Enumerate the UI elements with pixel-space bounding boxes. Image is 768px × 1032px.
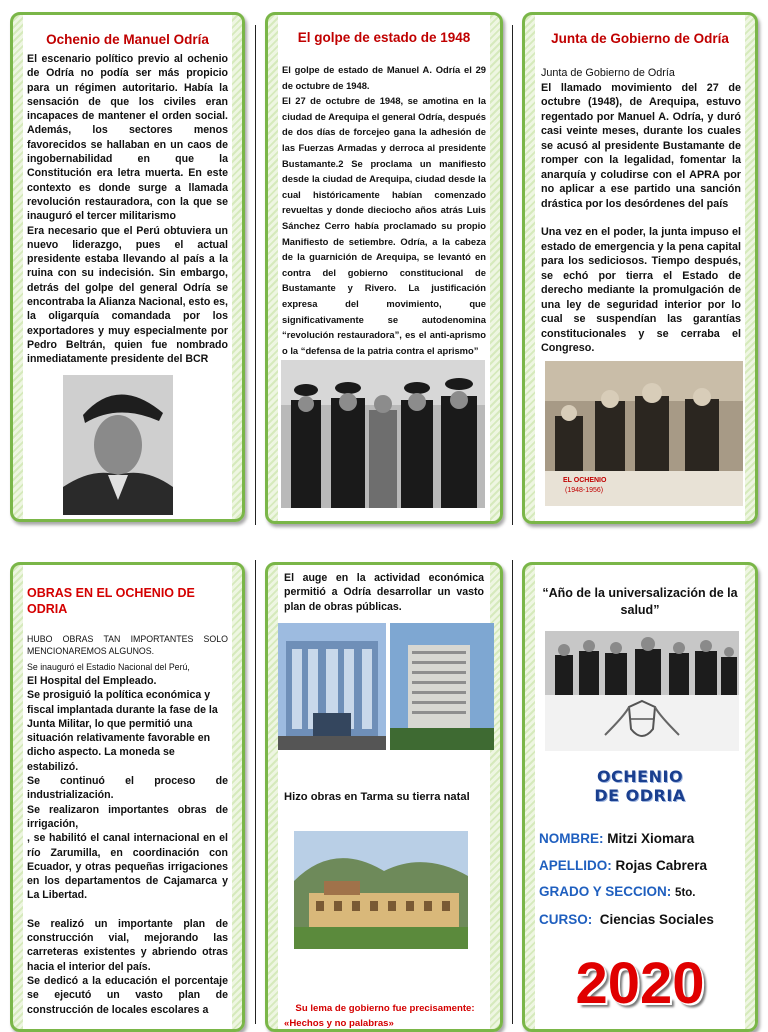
panel-title: OBRAS EN EL OCHENIO DE ODRIA — [27, 586, 195, 616]
motto-line-2: «Hechos y no palabras» — [284, 1018, 394, 1029]
panel-inner — [278, 15, 490, 521]
panel-golpe — [265, 12, 503, 524]
info-label: CURSO: — [539, 911, 593, 927]
hospital-building-photo — [278, 623, 386, 750]
panel-inner — [23, 565, 232, 1029]
info-row-grado — [539, 879, 714, 907]
paragraph: Se prosiguió la política económica y fiscal implantada durante la fase de la Junta Militar, lo que permitió una situación relativamente favorable en dicho aspecto. La moneda se estabilizó. — [27, 689, 218, 773]
panel-inner — [535, 565, 745, 1029]
motto-line-1: Su lema de gobierno fue precisamente: — [295, 1003, 475, 1014]
paragraph: Era necesario que el Perú obtuviera un nuevo liderazgo, pues el actual presidente estaba llevando al país a la ruina con su indecisión. Sin embargo, detrás del golpe del general Odría se encontraba la Alianza Nacional, esto es, la oligarquía comandada por los exportadores y muy especialmente por Pedro Beltrán, quien fue nombrado inmediatamente presidente del BCR — [27, 224, 228, 366]
info-value: Rojas Cabrera — [615, 857, 708, 873]
info-value: Mitzi Xiomara — [607, 831, 695, 846]
logo-line: DE ODRIA — [594, 786, 686, 805]
info-value: Ciencias Sociales — [599, 911, 714, 927]
panel-inner — [535, 15, 745, 521]
intro-text: El auge en la actividad económica permitió a Odría desarrollar un vasto plan de obras públicas. — [284, 572, 484, 613]
student-info — [539, 826, 714, 933]
info-label: NOMBRE: — [539, 831, 604, 846]
info-value: 5to. — [675, 887, 696, 899]
column-divider-2 — [512, 25, 513, 525]
column-divider-3 — [255, 560, 256, 1024]
paragraph: Se continuó el proceso de industrialización. — [27, 775, 228, 802]
info-label: GRADO Y SECCION: — [539, 884, 672, 899]
paragraph: Se realizaron importantes obras de irrigación, — [27, 803, 228, 830]
photo-years: (1948-1956) — [565, 487, 604, 494]
panel-title: Junta de Gobierno de Odría — [551, 31, 729, 46]
paragraph: , se habilitó el canal internacional en el río Zarumilla, en coordinación con Ecuador, y otras pequeñas irrigaciones en los departamentos de Cajamarca y La Libertad. — [27, 832, 228, 902]
column-divider-1 — [255, 25, 256, 525]
tarma-text: Hizo obras en Tarma su tierra natal — [284, 791, 470, 803]
military-group-photo — [281, 360, 485, 508]
tower-building-photo — [390, 623, 494, 750]
info-row-nombre — [539, 826, 714, 853]
paragraph: El escenario político previo al ochenio de Odría no podía ser más propicio para un régimen autoritario. Había la sensación de que los civiles eran incapaces de mantener el orden social. Además, los sectores menos favorecidos se hallaban en un caos de ingobernabilidad en que la Constitución era letra muerta. En este contexto es donde surge a llamada revolución restauradora, con la que se inauguró el tercer militarismo — [27, 53, 228, 223]
info-row-curso — [539, 907, 714, 934]
year-big: 2020 — [575, 951, 705, 1016]
paragraph: El 27 de octubre de 1948, se amotina en la ciudad de Arequipa el general Odría, después de dos días de forcejeo gana la adhesión de las Fuerzas Armadas y derroca al presidente Bustamante.2 Se proclama un manifiesto desde la ciudad de Arequipa, ciudad desde la cual históricamente habían comenzado revueltas y donde dieciocho años atrás Luis Sánchez Cerro había proclamado su propio Manifiesto de setiembre. Odría, a la cabeza de la guarnición de Arequipa, se levantó en contra del gobierno constitucional de Bustamante y Rivero. La justificación expresa del movimiento, que significativamente se autodenomina “revolución restauradora”, es el anti-aprismo o la “defensa de la patria contra el aprismo” — [282, 95, 486, 356]
odria-portrait-photo — [63, 375, 173, 515]
paragraph: Junta de Gobierno de Odría — [541, 67, 675, 79]
panel-inner — [23, 15, 232, 519]
year-motto: “Año de la universalización de la salud” — [542, 586, 738, 617]
small-line: HUBO OBRAS TAN IMPORTANTES SOLO MENCIONAREMOS ALGUNOS. — [27, 634, 228, 656]
tarma-building-photo — [294, 831, 468, 949]
column-divider-4 — [512, 560, 513, 1024]
banquet-photo — [545, 361, 743, 506]
ochenio-logo — [535, 767, 745, 805]
panel-title: Ochenio de Manuel Odría — [46, 32, 209, 47]
panel-inner — [278, 565, 490, 1029]
paragraph: El Hospital del Empleado. — [27, 675, 157, 687]
panel-ochenio — [10, 12, 245, 522]
small-line: Se inauguró el Estadio Nacional del Perú, — [27, 662, 190, 672]
panel-title: El golpe de estado de 1948 — [297, 30, 471, 45]
panel-portada — [522, 562, 758, 1032]
paragraph: Se realizó un importante plan de construcción vial, mejorando las carreteras existentes y abriendo otras hacia el interior del país. — [27, 917, 228, 973]
panel-obras — [10, 562, 245, 1032]
panel-text — [27, 52, 228, 367]
logo-line: OCHENIO — [596, 767, 684, 786]
panel-auge — [265, 562, 503, 1032]
panel-text — [541, 66, 741, 356]
paragraph: Se dedicó a la educación el porcentaje se ejecutó un vasto plan de construcción de locales escolares a — [27, 974, 228, 1016]
paragraph: El llamado movimiento del 27 de octubre (1948), de Arequipa, estuvo regentado por Manuel A. Odría, y duró casi veinte meses, durante los cuales se acusó al presidente Bustamante de romper con la legalidad, fomentar la anarquía y coludirse con el APRA por no aplicar a ese partido una sanción drástica por los desórdenes del país — [541, 81, 741, 210]
info-label: APELLIDO: — [539, 857, 612, 873]
panel-junta — [522, 12, 758, 524]
info-row-apellido — [539, 853, 714, 880]
panel-text — [282, 62, 486, 358]
photo-caption: EL OCHENIO — [563, 477, 607, 484]
peru-coat-of-arms-icon — [545, 695, 739, 751]
paragraph: El golpe de estado de Manuel A. Odría el 29 de octubre de 1948. — [282, 64, 486, 91]
panel-text — [27, 633, 228, 1017]
paragraph: Una vez en el poder, la junta impuso el estado de emergencia y la pena capital para los sediciosos. Tiempo después, se echó por tierra el Estado de derecho mediante la promulgación de una ley de seguridad interior por lo cual se suspendían las garantías constitucionales y se cerraba el Congreso. — [541, 226, 741, 354]
officials-photo — [545, 631, 739, 695]
